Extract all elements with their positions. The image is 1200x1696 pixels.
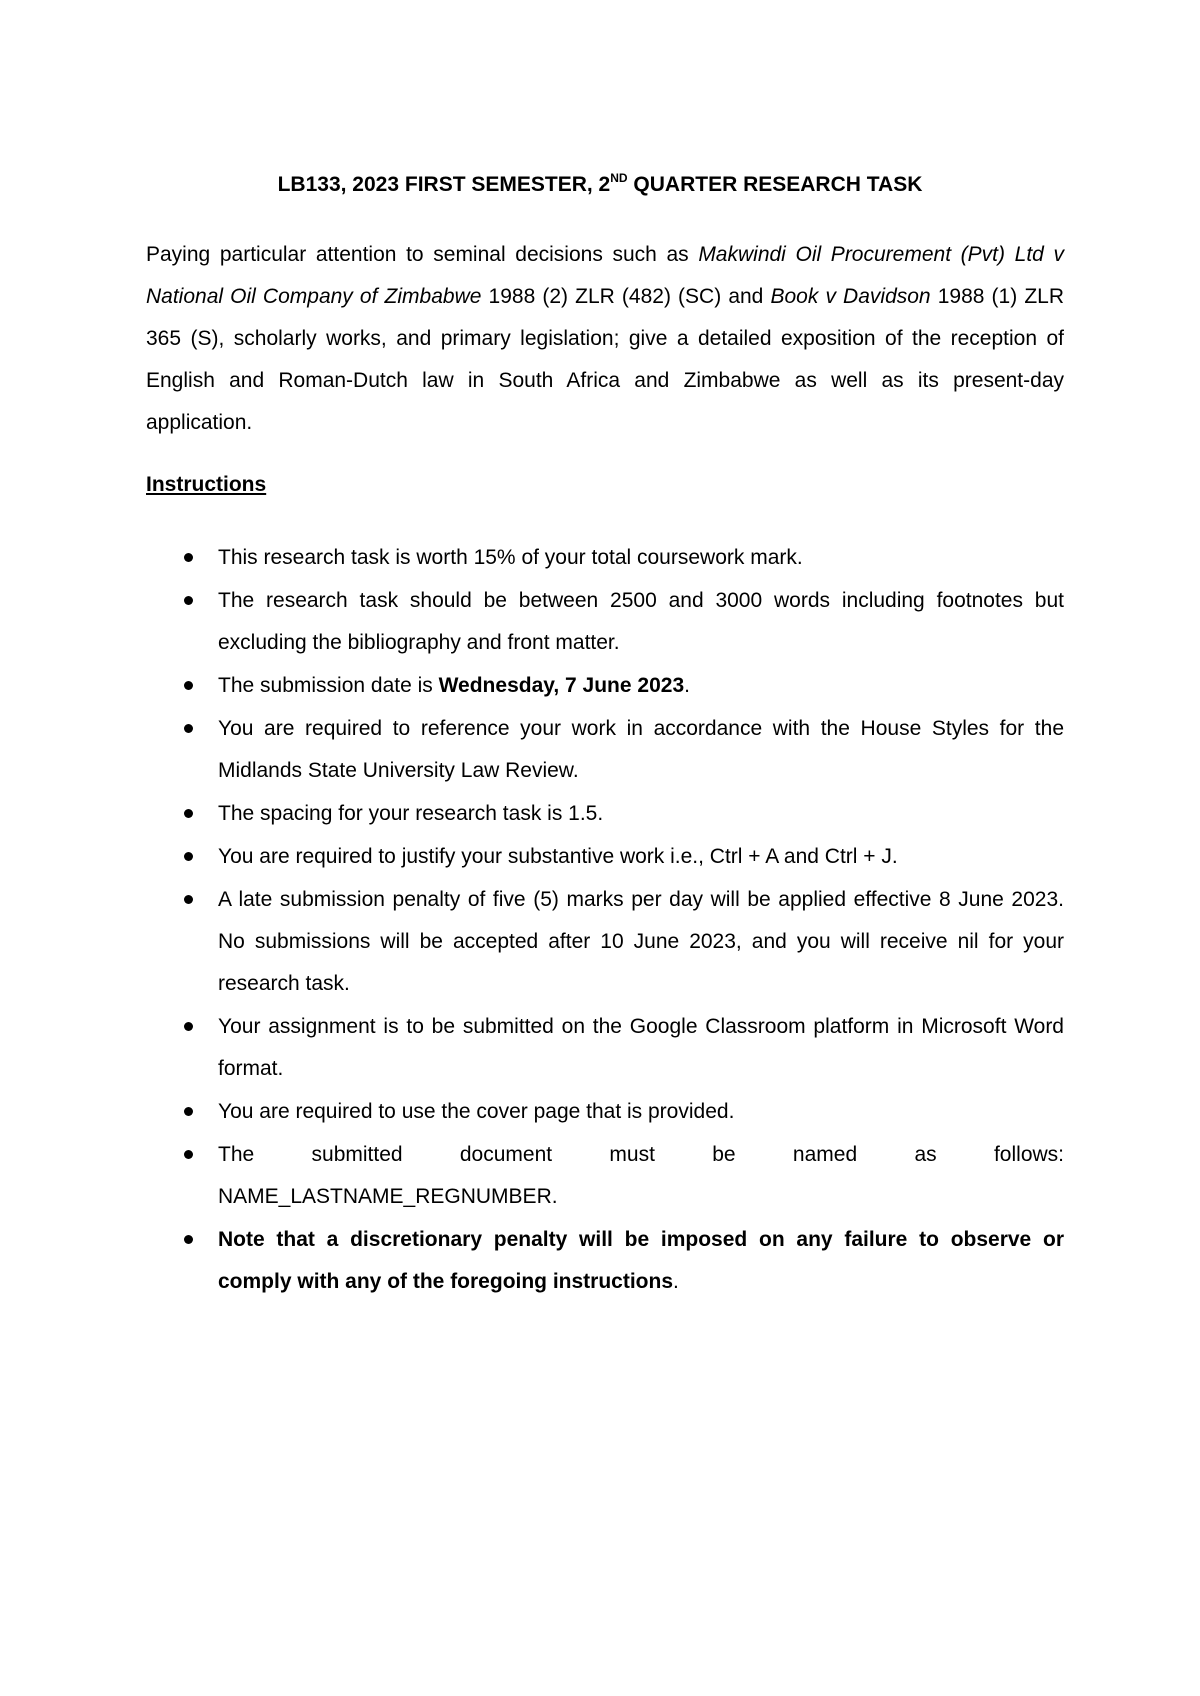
list-item — [146, 537, 1064, 579]
list-item — [146, 1219, 1064, 1303]
file-naming-format: NAME_LASTNAME_REGNUMBER. — [218, 1185, 558, 1208]
case-citation-book-v-davidson: Book v Davidson — [770, 285, 931, 308]
instruction-submission-date-label: The submission date is — [218, 674, 439, 697]
instruction-late-penalty: A late submission penalty of five (5) marks per day will be applied effective 8 June 2023. No submissions will be accepted after 10 June 2023, and you will receive nil for your research task. — [218, 888, 1064, 995]
list-item — [146, 793, 1064, 835]
punctuation: . — [684, 674, 690, 697]
bullet-icon — [184, 1107, 193, 1116]
instructions-heading: Instructions — [146, 473, 267, 496]
title-main: LB133, 2023 FIRST SEMESTER, 2 — [277, 173, 611, 196]
list-item — [146, 836, 1064, 878]
bullet-icon — [184, 681, 193, 690]
bullet-icon — [184, 596, 193, 605]
task-description — [146, 234, 1064, 444]
list-item — [146, 1091, 1064, 1133]
instruction-justify: You are required to justify your substantive work i.e., Ctrl + A and Ctrl + J. — [218, 845, 898, 868]
list-item — [146, 708, 1064, 792]
case-citation-makwindi: Makwindi Oil Procurement (Pvt) Ltd v National Oil Company of Zimbabwe — [146, 243, 1064, 308]
intro-text-2: 1988 (2) ZLR (482) (SC) and — [481, 285, 771, 308]
bullet-icon — [184, 852, 193, 861]
document-title — [146, 168, 1054, 202]
bullet-icon — [184, 1150, 193, 1159]
bullet-icon — [184, 724, 193, 733]
list-item — [146, 1134, 1064, 1218]
instruction-referencing: You are required to reference your work in accordance with the House Styles for the Midlands State University Law Review. — [218, 717, 1064, 782]
bullet-icon — [184, 1022, 193, 1031]
list-item — [146, 580, 1064, 664]
title-superscript: ND — [610, 171, 628, 185]
bullet-icon — [184, 553, 193, 562]
instruction-word-count: The research task should be between 2500 and 3000 words including footnotes but excluding the bibliography and front matter. — [218, 589, 1064, 654]
list-item — [146, 1006, 1064, 1090]
title-rest: QUARTER RESEARCH TASK — [627, 173, 923, 196]
list-item — [146, 879, 1064, 1005]
intro-text-1: Paying particular attention to seminal decisions such as — [146, 243, 699, 266]
instruction-penalty-notice: Note that a discretionary penalty will be imposed on any failure to observe or comply with any of the foregoing instructions — [218, 1228, 1064, 1293]
instruction-platform: Your assignment is to be submitted on the Google Classroom platform in Microsoft Word format. — [218, 1015, 1064, 1080]
instruction-cover-page: You are required to use the cover page that is provided. — [218, 1100, 735, 1123]
list-item — [146, 665, 1064, 707]
instructions-list — [146, 537, 1064, 1304]
intro-text-3: 1988 (1) ZLR 365 (S), scholarly works, and primary legislation; give a detailed exposition of the reception of English and Roman-Dutch law in South Africa and Zimbabwe as well as its present-day application. — [146, 285, 1064, 434]
instruction-spacing: The spacing for your research task is 1.5. — [218, 802, 604, 825]
punctuation: . — [673, 1270, 679, 1293]
submission-date: Wednesday, 7 June 2023 — [438, 674, 685, 697]
bullet-icon — [184, 1235, 193, 1244]
instruction-naming: The submitted document must be named as follows: — [218, 1143, 1064, 1166]
instruction-worth: This research task is worth 15% of your total coursework mark. — [218, 546, 803, 569]
bullet-icon — [184, 895, 193, 904]
bullet-icon — [184, 809, 193, 818]
